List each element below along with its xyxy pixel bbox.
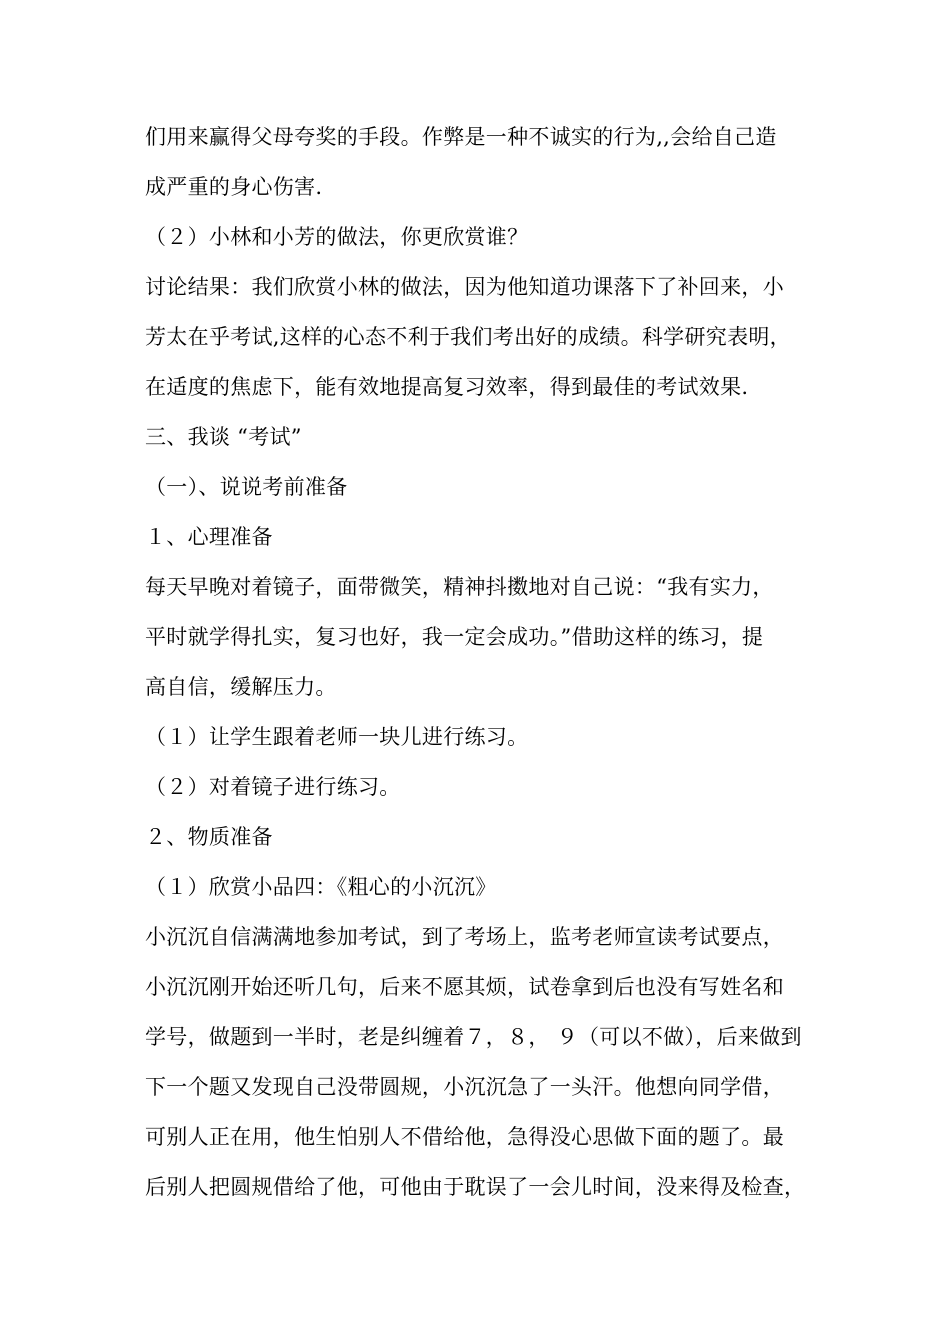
subsection-heading: （一）、说说考前准备 bbox=[145, 475, 348, 499]
list-item: （１）让学生跟着老师一块儿进行练习。 bbox=[145, 725, 529, 749]
paragraph-line: 下一个题又发现自己没带圆规，小沉沉急了一头汗。他想向同学借， bbox=[145, 1075, 784, 1099]
paragraph-line: 后别人把圆规借给了他，可他由于耽误了一会儿时间，没来得及检查， bbox=[145, 1175, 806, 1199]
list-item: （２）对着镜子进行练习。 bbox=[145, 775, 401, 799]
paragraph-line: 高自信，缓解压力。 bbox=[145, 675, 337, 699]
paragraph-line: 每天早晚对着镜子，面带微笑，精神抖擞地对自己说：“我有实力， bbox=[145, 575, 774, 599]
paragraph-line: 们用来赢得父母夸奖的手段。作弊是一种不诚实的行为,,会给自己造 bbox=[145, 125, 777, 149]
paragraph-line: 可别人正在用，他生怕别人不借给他，急得没心思做下面的题了。最 bbox=[145, 1125, 784, 1149]
paragraph-line: 成严重的身心伤害. bbox=[145, 175, 323, 199]
paragraph-line: 讨论结果：我们欣赏小林的做法，因为他知道功课落下了补回来，小 bbox=[145, 275, 784, 299]
item-heading: １、心理准备 bbox=[145, 525, 273, 549]
section-heading: 三、我谈 “考试” bbox=[145, 425, 302, 449]
paragraph-line: 小沉沉自信满满地参加考试，到了考场上，监考老师宣读考试要点， bbox=[145, 925, 784, 949]
item-heading: ２、物质准备 bbox=[145, 825, 273, 849]
question-heading: （２）小林和小芳的做法，你更欣赏谁？ bbox=[145, 225, 529, 249]
list-item: （１）欣赏小品四：《粗心的小沉沉》 bbox=[145, 875, 497, 899]
paragraph-line: 在适度的焦虑下，能有效地提高复习效率，得到最佳的考试效果. bbox=[145, 375, 749, 399]
paragraph-line: 芳太在乎考试,这样的心态不利于我们考出好的成绩。科学研究表明， bbox=[145, 325, 791, 349]
paragraph-line: 学号，做题到一半时，老是纠缠着７，８， ９（可以不做），后来做到 bbox=[145, 1025, 802, 1049]
paragraph-line: 小沉沉刚开始还听几句，后来不愿其烦，试卷拿到后也没有写姓名和 bbox=[145, 975, 784, 999]
paragraph-line: 平时就学得扎实，复习也好，我一定会成功。”借助这样的练习，提 bbox=[145, 625, 764, 649]
